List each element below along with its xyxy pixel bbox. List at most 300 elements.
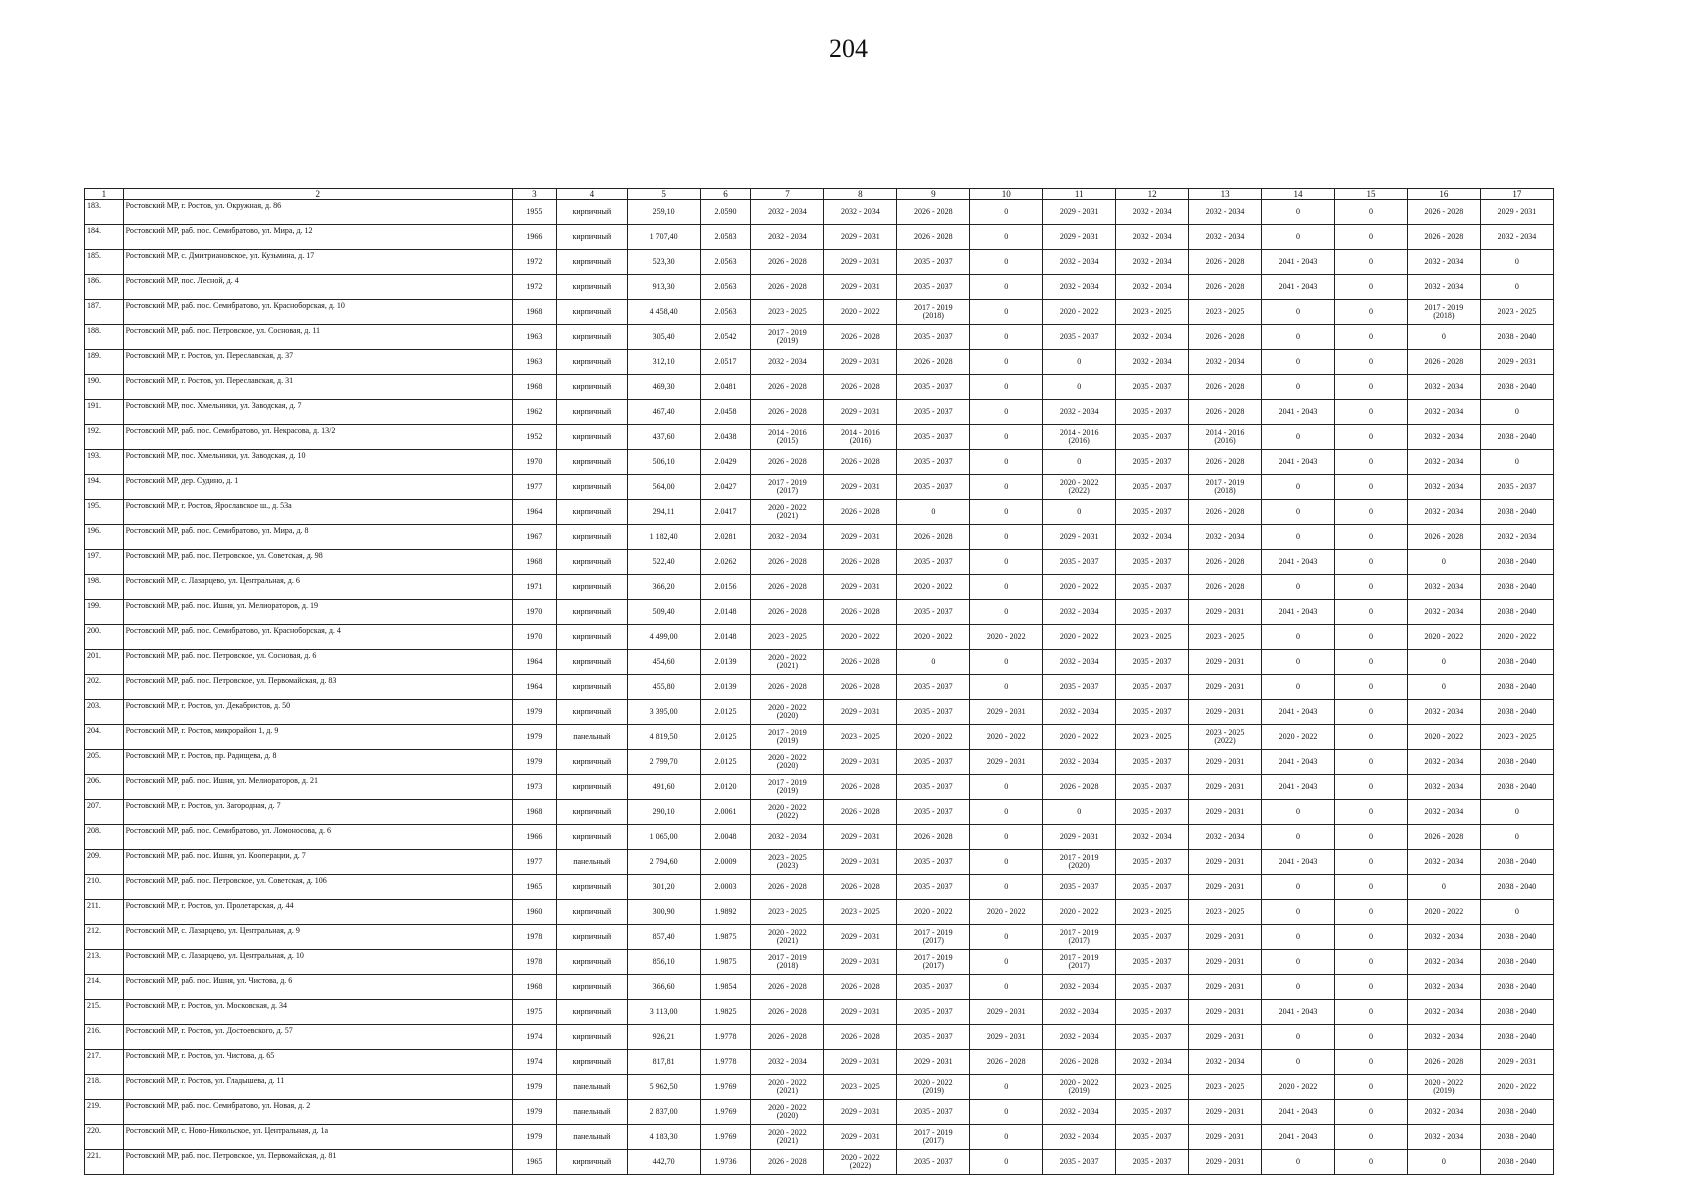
table-cell: 0 <box>1334 550 1407 575</box>
table-cell: 0 <box>1334 650 1407 675</box>
table-cell: 1952 <box>512 425 556 450</box>
table-cell: 2.0458 <box>700 400 751 425</box>
table-cell: 0 <box>1262 200 1335 225</box>
table-cell: 2038 - 2040 <box>1480 750 1553 775</box>
table-cell: 454,60 <box>627 650 700 675</box>
table-cell: кирпичный <box>556 225 627 250</box>
table-cell: 2020 - 2022 (2022) <box>1043 475 1116 500</box>
table-cell: 2029 - 2031 <box>824 525 897 550</box>
column-header-11: 11 <box>1043 189 1116 200</box>
table-cell: 2035 - 2037 <box>1116 450 1189 475</box>
table-cell: 2032 - 2034 <box>1407 950 1480 975</box>
table-cell: 2.0262 <box>700 550 751 575</box>
table-cell: Ростовский МР, с. Лазарцево, ул. Центральная, д. 9 <box>123 925 512 950</box>
table-cell: 2.0542 <box>700 325 751 350</box>
table-cell: 1.9778 <box>700 1025 751 1050</box>
table-cell: 0 <box>970 1125 1043 1150</box>
column-header-15: 15 <box>1334 189 1407 200</box>
table-cell: 2023 - 2025 <box>1116 1075 1189 1100</box>
table-cell: 2041 - 2043 <box>1262 1125 1335 1150</box>
table-cell: Ростовский МР, г. Ростов, микрорайон 1, д. 9 <box>123 725 512 750</box>
table-cell: 2020 - 2022 <box>1043 575 1116 600</box>
table-cell: 2020 - 2022 <box>897 575 970 600</box>
table-cell: 2020 - 2022 <box>970 900 1043 925</box>
table-cell: 0 <box>970 1100 1043 1125</box>
table-cell: 2032 - 2034 <box>751 200 824 225</box>
table-cell: 0 <box>1334 975 1407 1000</box>
table-cell: 0 <box>1262 350 1335 375</box>
table-cell: 0 <box>970 275 1043 300</box>
table-cell: 2032 - 2034 <box>1116 525 1189 550</box>
table-cell: 366,20 <box>627 575 700 600</box>
table-cell: 2026 - 2028 <box>751 875 824 900</box>
table-row <box>85 450 1554 475</box>
table-cell: 2032 - 2034 <box>1189 225 1262 250</box>
table-cell: 2038 - 2040 <box>1480 850 1553 875</box>
table-cell: кирпичный <box>556 950 627 975</box>
table-cell: 2041 - 2043 <box>1262 775 1335 800</box>
table-cell: кирпичный <box>556 400 627 425</box>
table-row <box>85 525 1554 550</box>
table-cell: 2029 - 2031 <box>1189 1125 1262 1150</box>
table-cell: 2029 - 2031 <box>1043 200 1116 225</box>
table-row <box>85 1075 1554 1100</box>
table-cell: 1968 <box>512 375 556 400</box>
table-cell: 2032 - 2034 <box>1407 250 1480 275</box>
table-cell: 2029 - 2031 <box>824 825 897 850</box>
table-cell: 2029 - 2031 <box>824 925 897 950</box>
table-cell: 2026 - 2028 <box>1189 500 1262 525</box>
table-cell: 205. <box>85 750 124 775</box>
table-cell: 2032 - 2034 <box>1043 1025 1116 1050</box>
table-cell: 2020 - 2022 <box>1407 900 1480 925</box>
table-cell: 2032 - 2034 <box>1407 375 1480 400</box>
table-cell: 2020 - 2022 <box>1407 625 1480 650</box>
table-row <box>85 1100 1554 1125</box>
table-cell: 2032 - 2034 <box>1043 1000 1116 1025</box>
table-cell: 217. <box>85 1050 124 1075</box>
table-cell: Ростовский МР, раб. пос. Ишня, ул. Мелиораторов, д. 19 <box>123 600 512 625</box>
table-cell: 2020 - 2022 <box>1043 900 1116 925</box>
table-cell: 2035 - 2037 <box>1116 1125 1189 1150</box>
table-cell: 2017 - 2019 (2017) <box>897 950 970 975</box>
table-cell: 3 113,00 <box>627 1000 700 1025</box>
table-cell: 0 <box>1334 725 1407 750</box>
table-cell: 201. <box>85 650 124 675</box>
table-cell: 2023 - 2025 <box>824 1075 897 1100</box>
table-cell: 366,60 <box>627 975 700 1000</box>
table-cell: 817,81 <box>627 1050 700 1075</box>
table-cell: 0 <box>1334 925 1407 950</box>
table-cell: 2026 - 2028 <box>824 450 897 475</box>
table-cell: 2029 - 2031 <box>824 250 897 275</box>
table-cell: 2032 - 2034 <box>1407 425 1480 450</box>
table-cell: 2032 - 2034 <box>1043 600 1116 625</box>
table-cell: 2026 - 2028 <box>1407 525 1480 550</box>
table-cell: 1.9769 <box>700 1075 751 1100</box>
table-cell: кирпичный <box>556 275 627 300</box>
table-cell: 2041 - 2043 <box>1262 1100 1335 1125</box>
column-header-10: 10 <box>970 189 1043 200</box>
table-cell: 2020 - 2022 (2021) <box>751 650 824 675</box>
table-cell: 2035 - 2037 <box>1116 500 1189 525</box>
table-cell: 2020 - 2022 (2021) <box>751 1075 824 1100</box>
table-cell: 2032 - 2034 <box>1407 850 1480 875</box>
table-cell: 0 <box>970 550 1043 575</box>
column-header-17: 17 <box>1480 189 1553 200</box>
table-cell: 0 <box>970 325 1043 350</box>
table-cell: 184. <box>85 225 124 250</box>
table-cell: 564,00 <box>627 475 700 500</box>
table-cell: Ростовский МР, раб. пос. Петровское, ул. Советская, д. 106 <box>123 875 512 900</box>
table-cell: Ростовский МР, г. Ростов, пр. Радищева, д. 8 <box>123 750 512 775</box>
table-cell: 2026 - 2028 <box>824 500 897 525</box>
column-header-14: 14 <box>1262 189 1335 200</box>
table-cell: 2038 - 2040 <box>1480 925 1553 950</box>
table-cell: 2038 - 2040 <box>1480 375 1553 400</box>
table-cell: 0 <box>970 950 1043 975</box>
table-cell: 2032 - 2034 <box>1043 1100 1116 1125</box>
table-cell: Ростовский МР, с. Дмитриановское, ул. Кузьмина, д. 17 <box>123 250 512 275</box>
table-cell: кирпичный <box>556 625 627 650</box>
table-cell: 2035 - 2037 <box>897 775 970 800</box>
table-cell: 1 707,40 <box>627 225 700 250</box>
table-cell: 4 499,00 <box>627 625 700 650</box>
table-cell: 2026 - 2028 <box>1189 250 1262 275</box>
table-cell: 2023 - 2025 <box>1189 900 1262 925</box>
table-cell: 0 <box>1262 425 1335 450</box>
table-cell: 1964 <box>512 500 556 525</box>
table-cell: 2020 - 2022 <box>897 625 970 650</box>
table-cell: 2032 - 2034 <box>1407 1025 1480 1050</box>
table-cell: 1966 <box>512 825 556 850</box>
table-cell: 2026 - 2028 <box>824 875 897 900</box>
table-cell: 215. <box>85 1000 124 1025</box>
table-cell: 2029 - 2031 <box>1189 875 1262 900</box>
table-cell: 2017 - 2019 (2017) <box>897 1125 970 1150</box>
column-header-13: 13 <box>1189 189 1262 200</box>
table-cell: 1.9892 <box>700 900 751 925</box>
table-cell: 2035 - 2037 <box>897 1150 970 1175</box>
table-cell: 2026 - 2028 <box>1407 1050 1480 1075</box>
table-cell: 2032 - 2034 <box>1116 275 1189 300</box>
table-cell: 1.9875 <box>700 925 751 950</box>
table-cell: 0 <box>1407 550 1480 575</box>
table-cell: 2038 - 2040 <box>1480 550 1553 575</box>
table-row <box>85 975 1554 1000</box>
table-cell: 523,30 <box>627 250 700 275</box>
table-cell: кирпичный <box>556 350 627 375</box>
table-cell: 2026 - 2028 <box>1189 400 1262 425</box>
table-cell: 1 182,40 <box>627 525 700 550</box>
table-cell: 2026 - 2028 <box>751 400 824 425</box>
table-row <box>85 600 1554 625</box>
table-cell: 1977 <box>512 850 556 875</box>
table-cell: 2026 - 2028 <box>1189 575 1262 600</box>
table-cell: 2026 - 2028 <box>824 600 897 625</box>
table-cell: 2023 - 2025 <box>824 725 897 750</box>
table-cell: 2035 - 2037 <box>897 400 970 425</box>
table-cell: 2017 - 2019 (2017) <box>897 925 970 950</box>
table-cell: 2032 - 2034 <box>1407 600 1480 625</box>
table-cell: панельный <box>556 850 627 875</box>
table-cell: 2.0003 <box>700 875 751 900</box>
table-cell: 0 <box>970 650 1043 675</box>
table-cell: 2029 - 2031 <box>1189 800 1262 825</box>
table-cell: 2029 - 2031 <box>1043 525 1116 550</box>
table-cell: 2032 - 2034 <box>1407 925 1480 950</box>
table-row <box>85 475 1554 500</box>
column-header-7: 7 <box>751 189 824 200</box>
table-cell: 2026 - 2028 <box>897 200 970 225</box>
table-cell: 2.0281 <box>700 525 751 550</box>
table-cell: 0 <box>1262 375 1335 400</box>
table-cell: 2026 - 2028 <box>1407 225 1480 250</box>
table-cell: 2026 - 2028 <box>751 375 824 400</box>
table-cell: 190. <box>85 375 124 400</box>
table-cell: 2029 - 2031 <box>1189 925 1262 950</box>
table-cell: Ростовский МР, г. Ростов, Ярославское ш., д. 53а <box>123 500 512 525</box>
table-cell: кирпичный <box>556 575 627 600</box>
table-row <box>85 1025 1554 1050</box>
table-cell: 2032 - 2034 <box>751 525 824 550</box>
table-cell: 2.0139 <box>700 650 751 675</box>
table-row <box>85 800 1554 825</box>
table-cell: 301,20 <box>627 875 700 900</box>
table-cell: 2029 - 2031 <box>824 1100 897 1125</box>
table-cell: 2014 - 2016 (2016) <box>1189 425 1262 450</box>
table-cell: 857,40 <box>627 925 700 950</box>
table-cell: 300,90 <box>627 900 700 925</box>
table-cell: 2035 - 2037 <box>1116 1000 1189 1025</box>
table-cell: 2038 - 2040 <box>1480 1100 1553 1125</box>
table-cell: 2038 - 2040 <box>1480 425 1553 450</box>
table-row <box>85 200 1554 225</box>
table-cell: 2029 - 2031 <box>824 575 897 600</box>
table-cell: 0 <box>1334 225 1407 250</box>
table-cell: 2020 - 2022 <box>1407 725 1480 750</box>
table-cell: 2041 - 2043 <box>1262 700 1335 725</box>
table-cell: 2035 - 2037 <box>1116 375 1189 400</box>
column-header-9: 9 <box>897 189 970 200</box>
table-cell: кирпичный <box>556 600 627 625</box>
table-cell: 1977 <box>512 475 556 500</box>
table-cell: 2.0590 <box>700 200 751 225</box>
table-cell: 2017 - 2019 (2019) <box>751 325 824 350</box>
table-cell: 0 <box>1334 825 1407 850</box>
table-cell: 0 <box>1262 300 1335 325</box>
table-cell: 2041 - 2043 <box>1262 850 1335 875</box>
table-cell: 0 <box>970 400 1043 425</box>
table-cell: 2035 - 2037 <box>897 1100 970 1125</box>
table-cell: 2.0563 <box>700 250 751 275</box>
table-cell: 2017 - 2019 (2018) <box>1189 475 1262 500</box>
table-cell: 2020 - 2022 <box>970 625 1043 650</box>
table-cell: 2020 - 2022 <box>1480 1075 1553 1100</box>
table-cell: Ростовский МР, г. Ростов, ул. Достоевского, д. 57 <box>123 1025 512 1050</box>
table-cell: 2.0156 <box>700 575 751 600</box>
table-cell: 2026 - 2028 <box>897 350 970 375</box>
table-cell: 491,60 <box>627 775 700 800</box>
table-cell: 2023 - 2025 <box>1116 300 1189 325</box>
table-cell: кирпичный <box>556 525 627 550</box>
table-cell: 0 <box>1407 1150 1480 1175</box>
table-cell: 199. <box>85 600 124 625</box>
table-cell: 1974 <box>512 1050 556 1075</box>
table-cell: Ростовский МР, дер. Судино, д. 1 <box>123 475 512 500</box>
table-row <box>85 625 1554 650</box>
table-cell: 2035 - 2037 <box>897 425 970 450</box>
table-cell: 193. <box>85 450 124 475</box>
table-cell: 2020 - 2022 (2021) <box>751 500 824 525</box>
table-cell: 0 <box>970 975 1043 1000</box>
table-cell: 2035 - 2037 <box>897 275 970 300</box>
table-cell: 2038 - 2040 <box>1480 1125 1553 1150</box>
table-cell: 2029 - 2031 <box>1189 600 1262 625</box>
table-cell: 0 <box>1262 925 1335 950</box>
table-cell: 1.9825 <box>700 1000 751 1025</box>
table-cell: 2032 - 2034 <box>751 825 824 850</box>
table-cell: 0 <box>1334 375 1407 400</box>
table-cell: 2032 - 2034 <box>1407 400 1480 425</box>
table-cell: 188. <box>85 325 124 350</box>
table-cell: 191. <box>85 400 124 425</box>
table-cell: 3 395,00 <box>627 700 700 725</box>
page-number: 204 <box>829 34 868 63</box>
table-cell: Ростовский МР, г. Ростов, ул. Загородная, д. 7 <box>123 800 512 825</box>
table-cell: Ростовский МР, с. Лазарцево, ул. Центральная, д. 6 <box>123 575 512 600</box>
table-cell: 212. <box>85 925 124 950</box>
table-cell: 1978 <box>512 950 556 975</box>
table-cell: 2026 - 2028 <box>751 450 824 475</box>
table-cell: 305,40 <box>627 325 700 350</box>
table-cell: 195. <box>85 500 124 525</box>
table-row <box>85 750 1554 775</box>
table-cell: 2029 - 2031 <box>824 275 897 300</box>
table-cell: 2026 - 2028 <box>1407 200 1480 225</box>
table-cell: Ростовский МР, раб. пос. Ишня, ул. Кооперации, д. 7 <box>123 850 512 875</box>
table-cell: 2035 - 2037 <box>1116 550 1189 575</box>
table-cell: 467,40 <box>627 400 700 425</box>
table-cell: 2035 - 2037 <box>1116 600 1189 625</box>
table-cell: 856,10 <box>627 950 700 975</box>
table-cell: кирпичный <box>556 550 627 575</box>
table-cell: 2038 - 2040 <box>1480 325 1553 350</box>
table-cell: 2029 - 2031 <box>824 475 897 500</box>
table-cell: 2029 - 2031 <box>824 350 897 375</box>
table-row <box>85 725 1554 750</box>
table-cell: Ростовский МР, г. Ростов, ул. Московская, д. 34 <box>123 1000 512 1025</box>
table-body <box>85 200 1554 1175</box>
table-cell: 2.0148 <box>700 600 751 625</box>
table-cell: 1979 <box>512 750 556 775</box>
table-cell: 2.0417 <box>700 500 751 525</box>
table-cell: кирпичный <box>556 450 627 475</box>
table-cell: 2032 - 2034 <box>1116 200 1189 225</box>
table-cell: 2032 - 2034 <box>1189 525 1262 550</box>
table-cell: 2035 - 2037 <box>1043 325 1116 350</box>
table-cell: 2035 - 2037 <box>897 550 970 575</box>
table-cell: 2029 - 2031 <box>824 850 897 875</box>
table-cell: 0 <box>1262 800 1335 825</box>
table-cell: 2032 - 2034 <box>1043 400 1116 425</box>
table-cell: панельный <box>556 1100 627 1125</box>
table-cell: 4 183,30 <box>627 1125 700 1150</box>
table-cell: 0 <box>1262 225 1335 250</box>
table-cell: 1.9736 <box>700 1150 751 1175</box>
table-row <box>85 250 1554 275</box>
table-cell: 2026 - 2028 <box>1407 350 1480 375</box>
table-cell: 2023 - 2025 <box>1189 300 1262 325</box>
table-cell: 2026 - 2028 <box>751 1150 824 1175</box>
table-cell: 2020 - 2022 (2019) <box>897 1075 970 1100</box>
table-cell: 0 <box>970 850 1043 875</box>
table-cell: Ростовский МР, раб. пос. Семибратово, ул. Красноборская, д. 10 <box>123 300 512 325</box>
table-cell: 0 <box>1334 350 1407 375</box>
table-row <box>85 300 1554 325</box>
table-cell: 2035 - 2037 <box>897 325 970 350</box>
table-cell: Ростовский МР, раб. пос. Петровское, ул. Первомайская, д. 81 <box>123 1150 512 1175</box>
table-cell: 2035 - 2037 <box>1043 675 1116 700</box>
table-cell: 1970 <box>512 600 556 625</box>
table-cell: 2032 - 2034 <box>1480 225 1553 250</box>
table-row <box>85 275 1554 300</box>
table-cell: 2020 - 2022 (2021) <box>751 925 824 950</box>
table-cell: 2038 - 2040 <box>1480 575 1553 600</box>
table-cell: 2023 - 2025 <box>1189 625 1262 650</box>
table-cell: 2032 - 2034 <box>1043 275 1116 300</box>
table-cell: Ростовский МР, раб. пос. Ишня, ул. Чистова, д. 6 <box>123 975 512 1000</box>
table-cell: 2023 - 2025 (2022) <box>1189 725 1262 750</box>
table-cell: кирпичный <box>556 325 627 350</box>
table-cell: 0 <box>970 200 1043 225</box>
table-cell: 913,30 <box>627 275 700 300</box>
table-cell: 0 <box>970 800 1043 825</box>
table-cell: 187. <box>85 300 124 325</box>
table-cell: 2029 - 2031 <box>1189 700 1262 725</box>
table-cell: 2026 - 2028 <box>1189 325 1262 350</box>
table-cell: 0 <box>970 775 1043 800</box>
table-row <box>85 575 1554 600</box>
table-cell: 2020 - 2022 (2022) <box>824 1150 897 1175</box>
table-cell: 1.9778 <box>700 1050 751 1075</box>
table-cell: 2032 - 2034 <box>1043 250 1116 275</box>
table-cell: Ростовский МР, раб. пос. Семибратово, ул. Новая, д. 2 <box>123 1100 512 1125</box>
table-cell: 2032 - 2034 <box>1407 700 1480 725</box>
table-cell: 2035 - 2037 <box>897 800 970 825</box>
table-cell: 2032 - 2034 <box>1189 350 1262 375</box>
table-cell: 2017 - 2019 (2017) <box>1043 950 1116 975</box>
table-cell: 2038 - 2040 <box>1480 950 1553 975</box>
table-cell: 194. <box>85 475 124 500</box>
table-cell: 2029 - 2031 <box>824 1050 897 1075</box>
table-cell: 4 458,40 <box>627 300 700 325</box>
table-cell: кирпичный <box>556 375 627 400</box>
table-cell: 2032 - 2034 <box>1116 350 1189 375</box>
table-cell: 2032 - 2034 <box>751 1050 824 1075</box>
table-cell: 0 <box>1334 200 1407 225</box>
table-cell: 2.0481 <box>700 375 751 400</box>
table-cell: 0 <box>1043 375 1116 400</box>
table-cell: 2038 - 2040 <box>1480 775 1553 800</box>
table-cell: 2041 - 2043 <box>1262 600 1335 625</box>
table-cell: 5 962,50 <box>627 1075 700 1100</box>
table-cell: 2029 - 2031 <box>1043 225 1116 250</box>
table-cell: 2038 - 2040 <box>1480 1000 1553 1025</box>
table-cell: 2020 - 2022 <box>970 725 1043 750</box>
table-cell: 1972 <box>512 275 556 300</box>
table-cell: 211. <box>85 900 124 925</box>
